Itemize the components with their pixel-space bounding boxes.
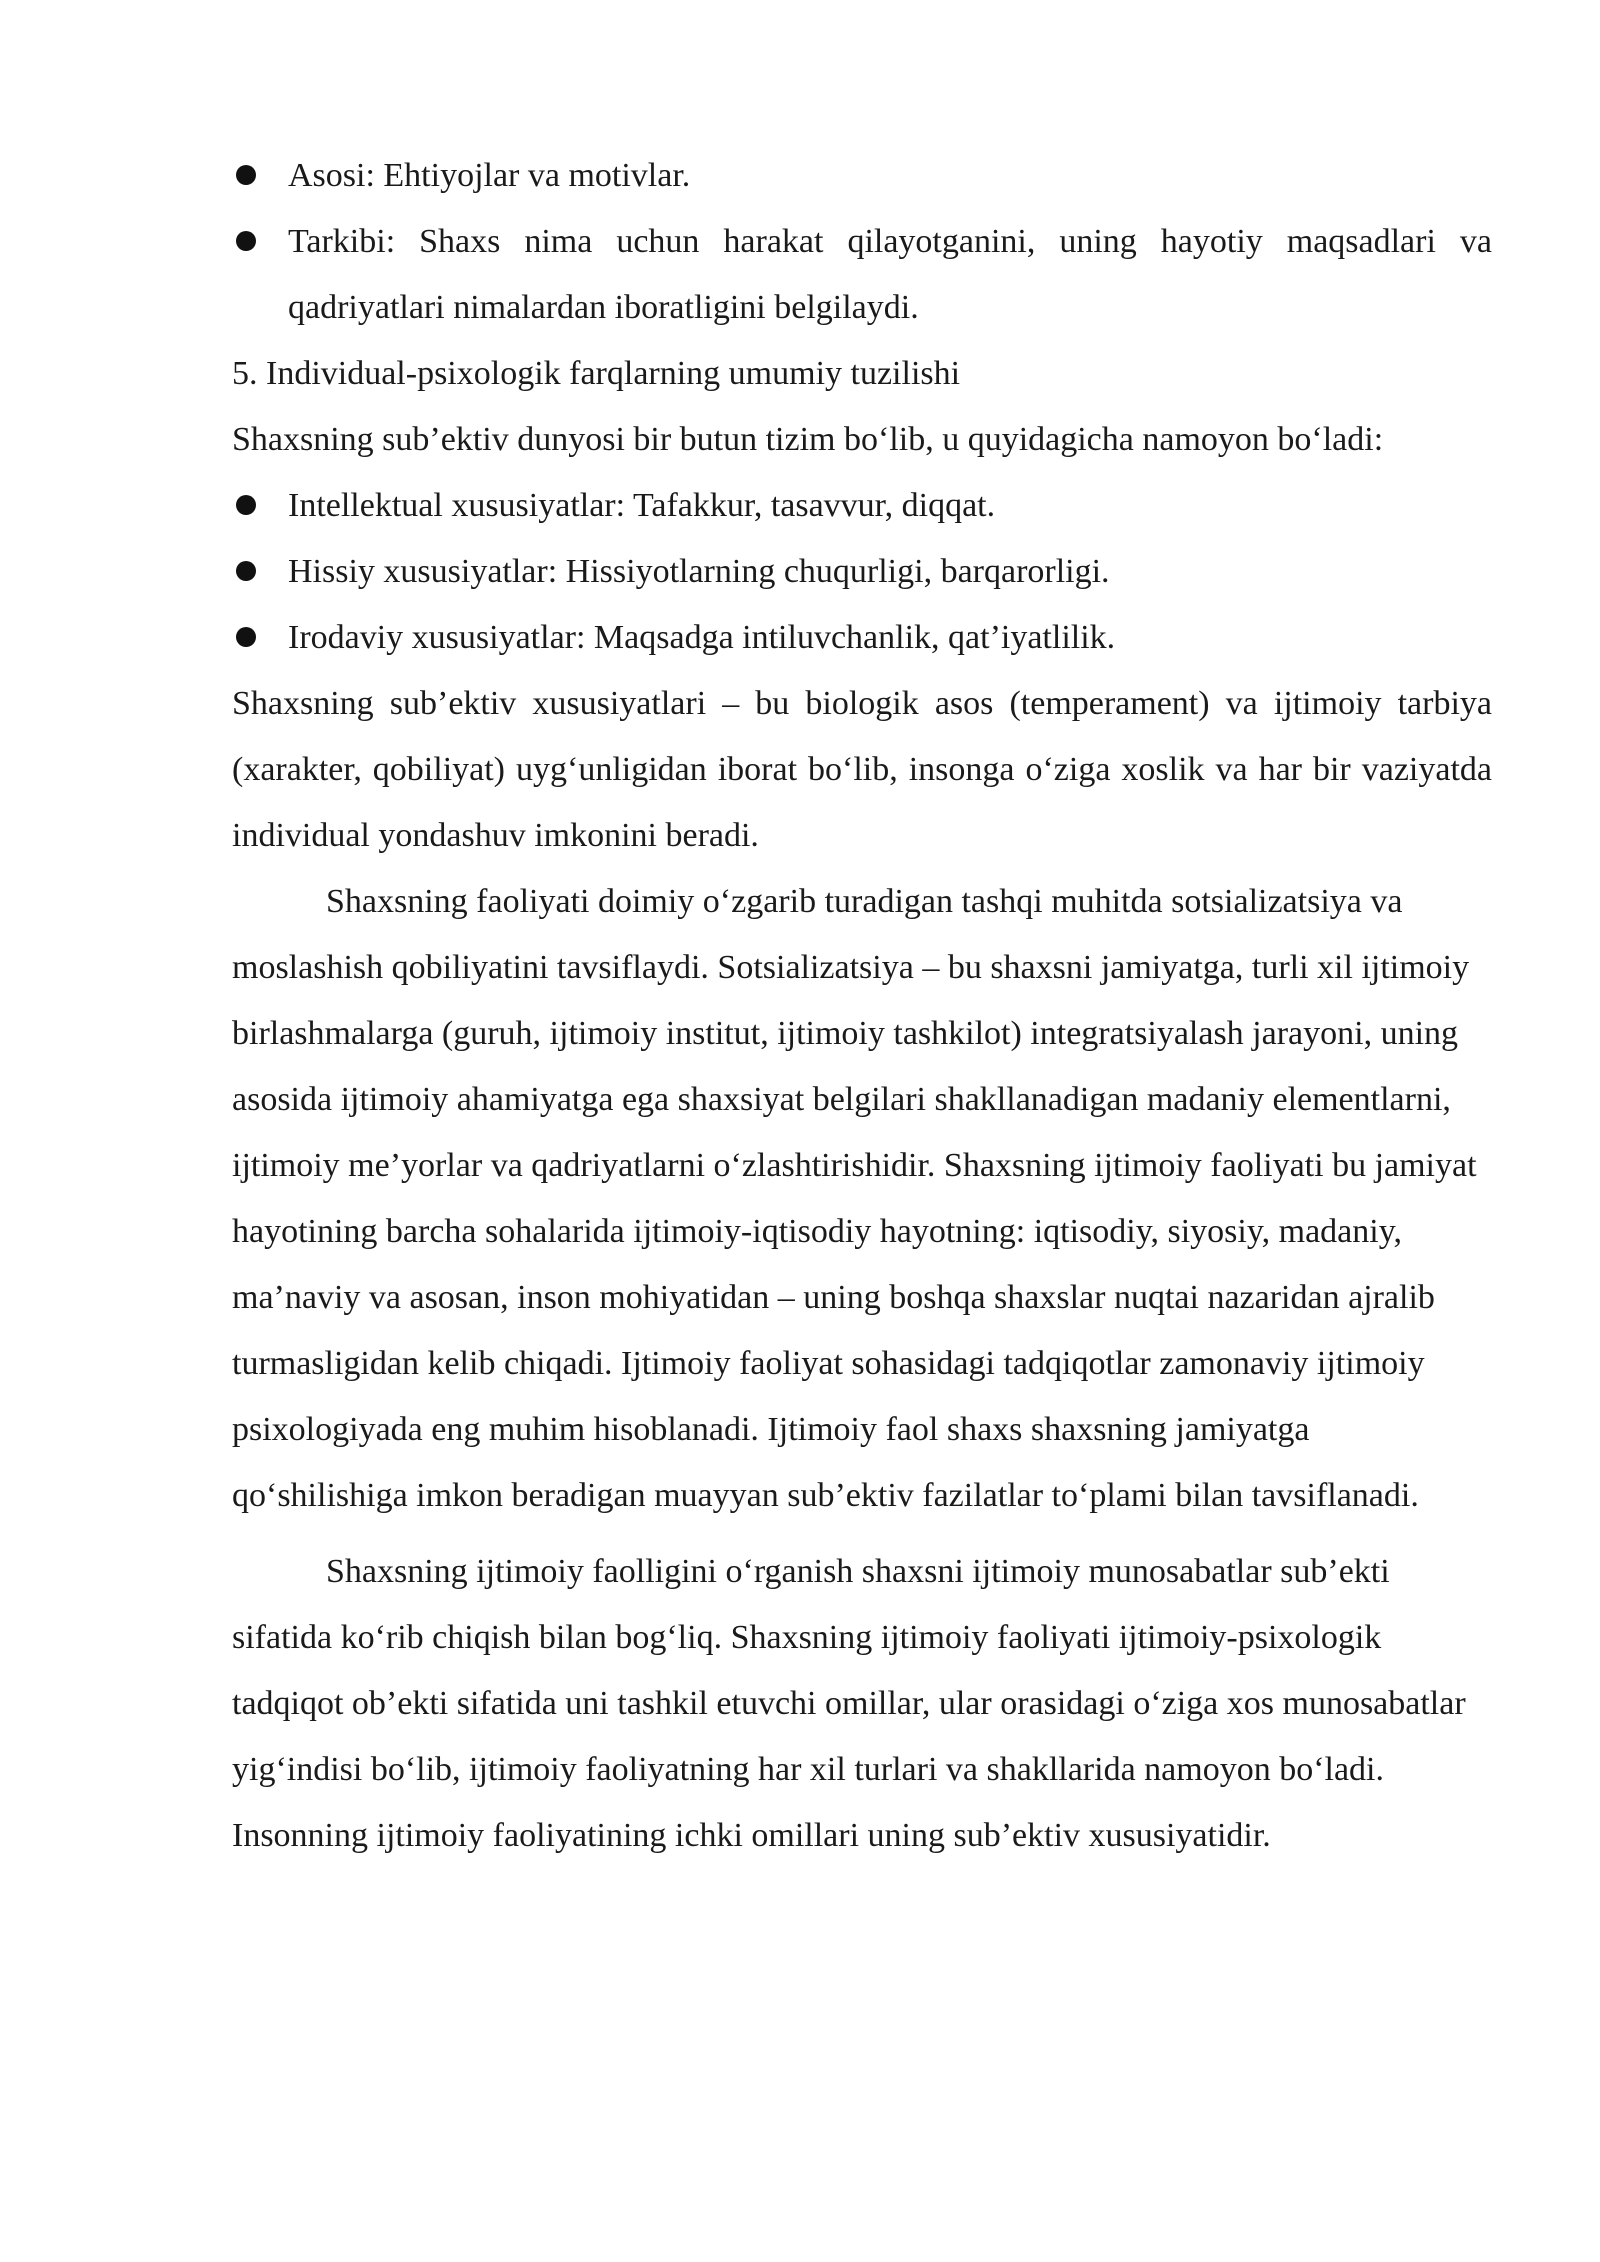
bullet-item: Asosi: Ehtiyojlar va motivlar. [232,143,1492,209]
body-paragraph: Shaxsning ijtimoiy faolligini o‘rganish shaxsni ijtimoiy munosabatlar sub’ekti sifatida ko‘rib chiqish bilan bog‘liq. Shaxsning ijtimoiy faoliyati ijtimoiy-psixologik tadqiqot ob’ekti sifatida uni tashkil etuvchi omillar, ular orasidagi o‘ziga xos munosabatlar yig‘indisi bo‘lib, ijtimoiy faoliyatning har xil turlari va shakllarida namoyon bo‘ladi. Insonning ijtimoiy faoliyatining ichki omillari uning sub’ektiv xususiyatidir. [232,1553,1466,1854]
summary-paragraph: Shaxsning sub’ektiv xususiyatlari – bu biologik asos (temperament) va ijtimoiy tarbiya (xarakter, qobiliyat) uyg‘unligidan iborat bo‘lib, insonga o‘ziga xoslik va har bir vaziyatda individual yondashuv imkonini beradi. [232,685,1492,854]
bullet-item: Tarkibi: Shaxs nima uchun harakat qilayotganini, uning hayotiy maqsadlari va qadriyatlari nimalardan iboratligini belgilaydi. [232,209,1492,341]
section-heading: 5. Individual-psixologik farqlarning umumiy tuzilishi [232,355,961,392]
bullet-item: Hissiy xususiyatlar: Hissiyotlarning chuqurligi, barqarorligi. [232,539,1492,605]
bullet-item: Irodaviy xususiyatlar: Maqsadga intiluvchanlik, qat’iyatlilik. [232,605,1492,671]
document-body [232,143,1492,1869]
body-paragraph: Shaxsning faoliyati doimiy o‘zgarib turadigan tashqi muhitda sotsializatsiya va moslashish qobiliyatini tavsiflaydi. Sotsializatsiya – bu shaxsni jamiyatga, turli xil ijtimoiy birlashmalarga (guruh, ijtimoiy institut, ijtimoiy tashkilot) integratsiyalash jarayoni, uning asosida ijtimoiy ahamiyatga ega shaxsiyat belgilari shakllanadigan madaniy elementlarni, ijtimoiy me’yorlar va qadriyatlarni o‘zlashtirishidir. Shaxsning ijtimoiy faoliyati bu jamiyat hayotining barcha sohalarida ijtimoiy-iqtisodiy hayotning: iqtisodiy, siyosiy, madaniy, ma’naviy va asosan, inson mohiyatidan – uning boshqa shaxslar nuqtai nazaridan ajralib turmasligidan kelib chiqadi. Ijtimoiy faoliyat sohasidagi tadqiqotlar zamonaviy ijtimoiy psixologiyada eng muhim hisoblanadi. Ijtimoiy faol shaxs shaxsning jamiyatga qo‘shilishiga imkon beradigan muayyan sub’ektiv fazilatlar to‘plami bilan tavsiflanadi. [232,883,1477,1514]
bullet-item: Intellektual xususiyatlar: Tafakkur, tasavvur, diqqat. [232,473,1492,539]
intro-text: Shaxsning sub’ektiv dunyosi bir butun tizim bo‘lib, u quyidagicha namoyon bo‘ladi: [232,421,1384,458]
